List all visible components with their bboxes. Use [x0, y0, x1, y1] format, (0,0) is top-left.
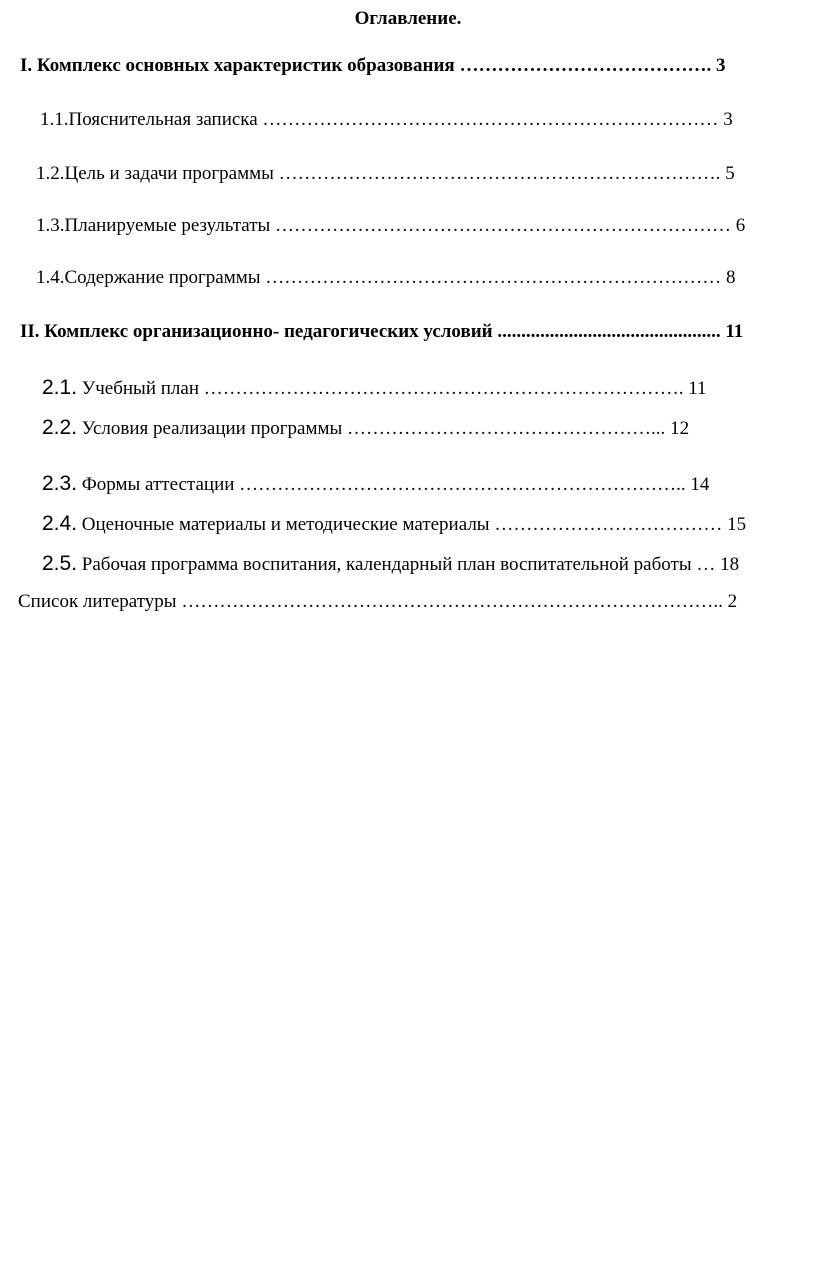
toc-entry-bibliography: [18, 590, 816, 614]
toc-entry-section-1: [20, 54, 810, 78]
toc-entry-2-3: [42, 472, 816, 496]
toc-entry-text: II. Комплекс организационно- педагогических условий ...............................................: [20, 321, 721, 342]
toc-title: Оглавление.: [354, 8, 462, 29]
toc-entry-page: 5: [725, 163, 735, 184]
toc-entry-text: Список литературы …………………………………………………………………………..: [18, 591, 723, 612]
toc-entry-2-1: [42, 376, 816, 400]
toc-entry-text: Рабочая программа воспитания, календарный план воспитательной работы …: [81, 554, 716, 575]
toc-entry-page: 11: [688, 378, 707, 399]
toc-entry-number: 2.1.: [42, 376, 78, 399]
toc-entry-number: 2.4.: [42, 512, 78, 535]
toc-entry-1-4: [36, 266, 810, 290]
toc-entry-text: 1.2.Цель и задачи программы …………………………………………………………….: [36, 163, 721, 184]
toc-entry-page: 15: [727, 514, 747, 535]
toc-entry-page: 2: [727, 591, 738, 612]
toc-entry-page: 3: [723, 109, 733, 130]
toc-entry-page: 8: [726, 267, 736, 288]
toc-entry-number: 2.3.: [42, 472, 78, 495]
toc-entry-2-4: [42, 512, 816, 536]
toc-entry-page: 11: [725, 321, 744, 342]
toc-entry-page: 18: [720, 554, 740, 575]
toc-entry-text: 1.3.Планируемые результаты ………………………………………………………………: [36, 215, 732, 236]
toc-entry-page: 12: [670, 418, 690, 439]
toc-entry-text: Учебный план ………………………………………………………………….: [81, 378, 684, 399]
toc-entry-text: Оценочные материалы и методические материалы ………………………………: [81, 514, 723, 535]
toc-entry-2-2: [42, 416, 816, 440]
toc-entry-page: 14: [690, 474, 710, 495]
toc-entry-text: Условия реализации программы …………………………………………...: [81, 418, 666, 439]
toc-entry-page: 3: [715, 55, 726, 76]
toc-entry-number: 2.2.: [42, 416, 78, 439]
toc-entry-2-5: [42, 552, 816, 576]
toc-entry-page: 6: [735, 215, 746, 236]
toc-entry-text: I. Комплекс основных характеристик образования ………………………………….: [20, 55, 712, 76]
toc-entry-section-2: [20, 320, 816, 344]
toc-entry-1-3: [36, 214, 810, 238]
toc-entry-text: 1.1.Пояснительная записка ………………………………………………………………: [40, 109, 719, 130]
toc-entry-number: 2.5.: [42, 552, 78, 575]
toc-entry-1-1: [40, 108, 810, 132]
toc-entry-1-2: [36, 162, 810, 186]
toc-entry-text: Формы аттестации ……………………………………………………………..: [81, 474, 686, 495]
toc-entry-text: 1.4.Содержание программы ………………………………………………………………: [36, 267, 722, 288]
